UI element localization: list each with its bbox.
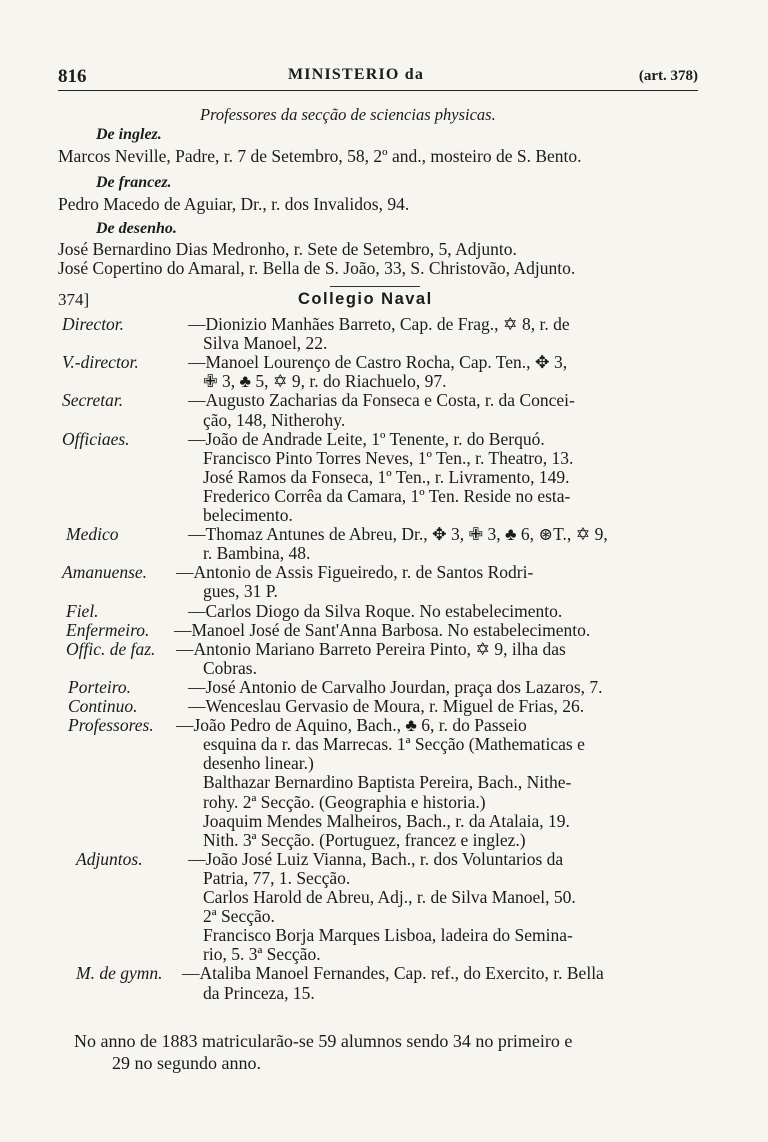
entry-text-line: Balthazar Bernardino Baptista Pereira, Bach., Nithe- <box>203 772 572 793</box>
entry-text-line: Nith. 3ª Secção. (Portuguez, francez e inglez.) <box>203 829 526 850</box>
entry-label: Professores. <box>68 715 154 736</box>
entry-label: Medico <box>66 524 119 545</box>
entry-text-line: José Ramos da Fonseca, 1º Ten., r. Livramento, 149. <box>203 466 570 487</box>
entry-text-line: Frederico Corrêa da Camara, 1º Ten. Reside no esta- <box>203 485 571 506</box>
entry-text-line: —João José Luiz Vianna, Bach., r. dos Voluntarios da <box>188 848 564 869</box>
entry-text-line: Patria, 77, 1. Secção. <box>203 867 351 888</box>
entry-text-line: Silva Manoel, 22. <box>203 333 328 354</box>
entry-text-line: gues, 31 P. <box>203 581 278 602</box>
entry-text-line: ✙ 3, ♣ 5, ✡ 9, r. do Riachuelo, 97. <box>203 371 447 392</box>
page-header <box>58 64 698 94</box>
entry-text-line: Francisco Pinto Torres Neves, 1º Ten., r. Theatro, 13. <box>203 447 574 468</box>
entry-label: Offic. de faz. <box>66 638 156 659</box>
entry-text-line: desenho linear.) <box>203 753 314 774</box>
entry-text-line: da Princeza, 15. <box>203 982 315 1003</box>
page-number: 816 <box>58 66 87 87</box>
entry-label: M. de gymn. <box>76 963 163 984</box>
entry-label: Continuo. <box>68 696 138 716</box>
entry-text-line: ção, 148, Nitherohy. <box>203 409 346 430</box>
entry-text-line: Carlos Harold de Abreu, Adj., r. de Silva Manoel, 50. <box>203 887 576 907</box>
entry-label: Secretar. <box>62 390 124 411</box>
group-text-desenho-2: José Copertino do Amaral, r. Bella de S. João, 33, S. Christovão, Adjunto. <box>58 258 576 278</box>
footer-note <box>74 1030 698 1074</box>
entry-text-line: —Wenceslau Gervasio de Moura, r. Miguel de Frias, 26. <box>188 696 585 716</box>
group-text-desenho-1: José Bernardino Dias Medronho, r. Sete de Setembro, 5, Adjunto. <box>58 239 517 259</box>
entry-text-line: —Antonio de Assis Figueiredo, r. de Santos Rodri- <box>176 562 534 583</box>
section-divider <box>330 286 420 287</box>
running-title: MINISTERIO da <box>288 66 425 83</box>
professors-heading: Professores da secção de sciencias physicas. <box>200 105 496 124</box>
entry-text-line: r. Bambina, 48. <box>203 543 311 564</box>
article-reference: (art. 378) <box>638 68 698 84</box>
entry-text-line: —Manoel Lourenço de Castro Rocha, Cap. Ten., ✥ 3, <box>188 352 568 373</box>
entry-label: Porteiro. <box>68 676 132 697</box>
entry-text-line: —Carlos Diogo da Silva Roque. No estabelecimento. <box>188 600 563 621</box>
entry-label: Officiaes. <box>62 428 130 449</box>
entry-label: Amanuense. <box>62 562 148 583</box>
entry-label: Enfermeiro. <box>66 619 150 640</box>
entry-text-line: —Ataliba Manoel Fernandes, Cap. ref., do Exercito, r. Bella <box>182 963 604 984</box>
group-text-ingles: Marcos Neville, Padre, r. 7 de Setembro, 58, 2º and., mosteiro de S. Bento. <box>58 146 582 166</box>
entry-label: Director. <box>62 314 125 334</box>
entry-text-line: esquina da r. das Marrecas. 1ª Secção (Mathematicas e <box>203 734 585 755</box>
header-rule <box>58 90 698 91</box>
footer-line-1: No anno de 1883 matricularão-se 59 alumnos sendo 34 no primeiro e <box>74 1031 573 1051</box>
entry-text-line: —José Antonio de Carvalho Jourdan, praça dos Lazaros, 7. <box>188 676 603 697</box>
entry-text-line: rio, 5. 3ª Secção. <box>203 944 321 965</box>
entry-text-line: —Thomaz Antunes de Abreu, Dr., ✥ 3, ✙ 3, ♣ 6, ⊛T., ✡ 9, <box>188 524 608 545</box>
entry-text-line: —Augusto Zacharias da Fonseca e Costa, r. da Concei- <box>188 390 575 411</box>
entry-text-line: Cobras. <box>203 657 257 678</box>
group-label-desenho: De desenho. <box>96 220 177 237</box>
entry-text-line: Francisco Borja Marques Lisboa, ladeira do Semina- <box>203 925 573 946</box>
section-title: Collegio Naval <box>298 290 433 308</box>
entry-label: Adjuntos. <box>76 848 143 869</box>
entry-text-line: rohy. 2ª Secção. (Geographia e historia.) <box>203 791 486 812</box>
entry-text-line: —João Pedro de Aquino, Bach., ♣ 6, r. do Passeio <box>176 715 527 736</box>
section-number: 374] <box>58 290 90 309</box>
entry-text-line: —Antonio Mariano Barreto Pereira Pinto, ✡ 9, ilha das <box>176 638 566 659</box>
group-text-frances: Pedro Macedo de Aguiar, Dr., r. dos Invalidos, 94. <box>58 194 410 214</box>
group-label-frances: De francez. <box>96 174 172 191</box>
group-label-ingles: De inglez. <box>96 126 162 143</box>
entry-label: Fiel. <box>66 600 99 621</box>
entry-text-line: —Dionizio Manhães Barreto, Cap. de Frag., ✡ 8, r. de <box>188 314 570 334</box>
entry-text-line: —Manoel José de Sant'Anna Barbosa. No estabelecimento. <box>174 619 591 640</box>
entry-label: V.-director. <box>62 352 139 373</box>
entry-text-line: Joaquim Mendes Malheiros, Bach., r. da Atalaia, 19. <box>203 810 570 831</box>
footer-line-2: 29 no segundo anno. <box>112 1053 261 1073</box>
entry-text-line: —João de Andrade Leite, 1º Tenente, r. do Berquó. <box>188 428 545 449</box>
entry-text-line: belecimento. <box>203 505 293 525</box>
entry-text-line: 2ª Secção. <box>203 906 275 927</box>
